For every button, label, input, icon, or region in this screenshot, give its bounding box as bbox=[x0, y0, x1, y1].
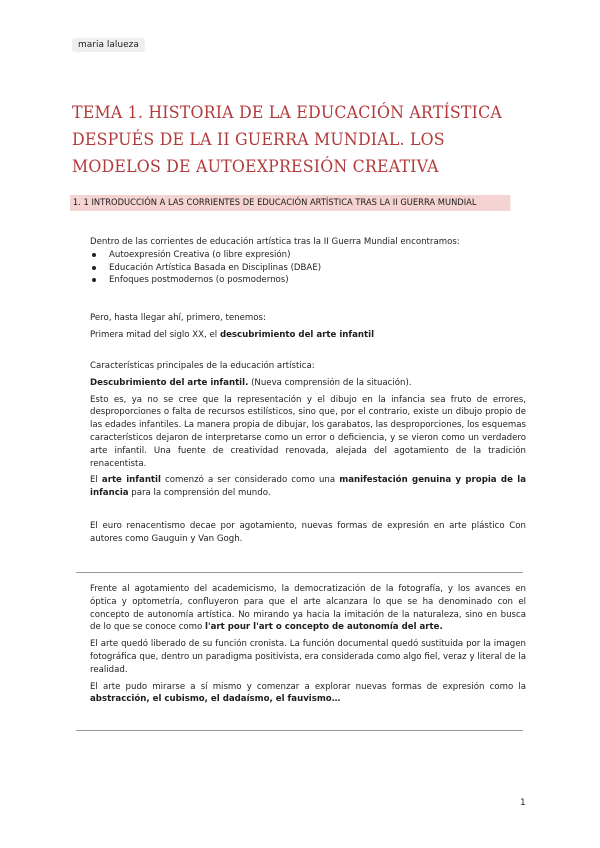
first-half-line: Primera mitad del siglo XX, el descubrimiento del arte infantil bbox=[90, 329, 375, 340]
characteristics-block bbox=[90, 360, 526, 500]
new-forms-paragraph: El arte pudo mirarse a sí mismo y comenzar a explorar nuevas formas de expresión como la abstracción, el cubismo, el dadaísmo, el fauvismo… bbox=[90, 681, 526, 705]
intro-block bbox=[90, 236, 526, 287]
chronicler-paragraph: El arte quedó liberado de su función cronista. La función documental quedó sustituida por la imagen fotográfica que, dentro un paradigma positivista, era considerada como algo fiel, veraz y literal de la realidad. bbox=[90, 639, 526, 675]
infant-art-paragraph: El arte infantil comenzó a ser considerado como una manifestación genuina y propia de la infancia para la comprensión del mundo. bbox=[90, 475, 526, 499]
page-number: 1 bbox=[520, 798, 526, 808]
list-item: Autoexpresión Creativa (o libre expresión) bbox=[90, 249, 526, 262]
section-heading: 1. 1 INTRODUCCIÓN A LAS CORRIENTES DE EDUCACIÓN ARTÍSTICA TRAS LA II GUERRA MUNDIAL bbox=[70, 195, 510, 211]
approaches-list bbox=[90, 249, 526, 287]
before-block bbox=[90, 312, 526, 342]
characteristics-lead: Características principales de la educación artística: bbox=[90, 361, 315, 371]
euro-paragraph: El euro renacentismo decae por agotamiento, nuevas formas de expresión en arte plástico Con autores como Gauguin y Van Gogh. bbox=[90, 521, 526, 544]
euro-block bbox=[90, 520, 526, 546]
list-item: Educación Artística Basada en Disciplinas (DBAE) bbox=[90, 262, 526, 275]
before-line: Pero, hasta llegar ahí, primero, tenemos: bbox=[90, 313, 266, 323]
characteristics-paragraph: Esto es, ya no se cree que la representación y el dibujo en la infancia sea fruto de errores, desproporciones o falta de recursos estilísticos, sino que, por el contrario, existe un dibujo propio de las edades infantiles. La manera propia de dibujar, los garabatos, las desproporciones, los esquemas característicos dejaron de interpretarse como un error o deficiencia, y se vieron como un verdadero arte infantil. Una fuente de creatividad renovada, alejada del agotamiento de la tradición renacentista. bbox=[90, 394, 526, 469]
characteristics-subheading: Descubrimiento del arte infantil. (Nueva comprensión de la situación). bbox=[90, 377, 412, 388]
divider-top bbox=[76, 572, 523, 573]
page-title: TEMA 1. HISTORIA DE LA EDUCACIÓN ARTÍSTICA DESPUÉS DE LA II GUERRA MUNDIAL. LOS MODELOS DE AUTOEXPRESIÓN CREATIVA bbox=[72, 103, 502, 177]
boxed-block bbox=[90, 583, 526, 706]
author-tag: maria lalueza bbox=[72, 38, 145, 52]
list-item: Enfoques postmodernos (o posmodernos) bbox=[90, 274, 526, 287]
autonomy-paragraph: Frente al agotamiento del academicismo, la democratización de la fotografía, y los avances en óptica y optometría, confluyeron para que el arte alcanzara lo que se ha denominado con el concepto de autonomía artística. No mirando ya hacia la imitación de la naturaleza, sino en busca de lo que se conoce como l'art pour l'art o concepto de autonomía del arte. bbox=[90, 584, 526, 633]
intro-lead: Dentro de las corrientes de educación artística tras la II Guerra Mundial encontramos: bbox=[90, 237, 460, 247]
divider-bottom bbox=[76, 730, 523, 731]
